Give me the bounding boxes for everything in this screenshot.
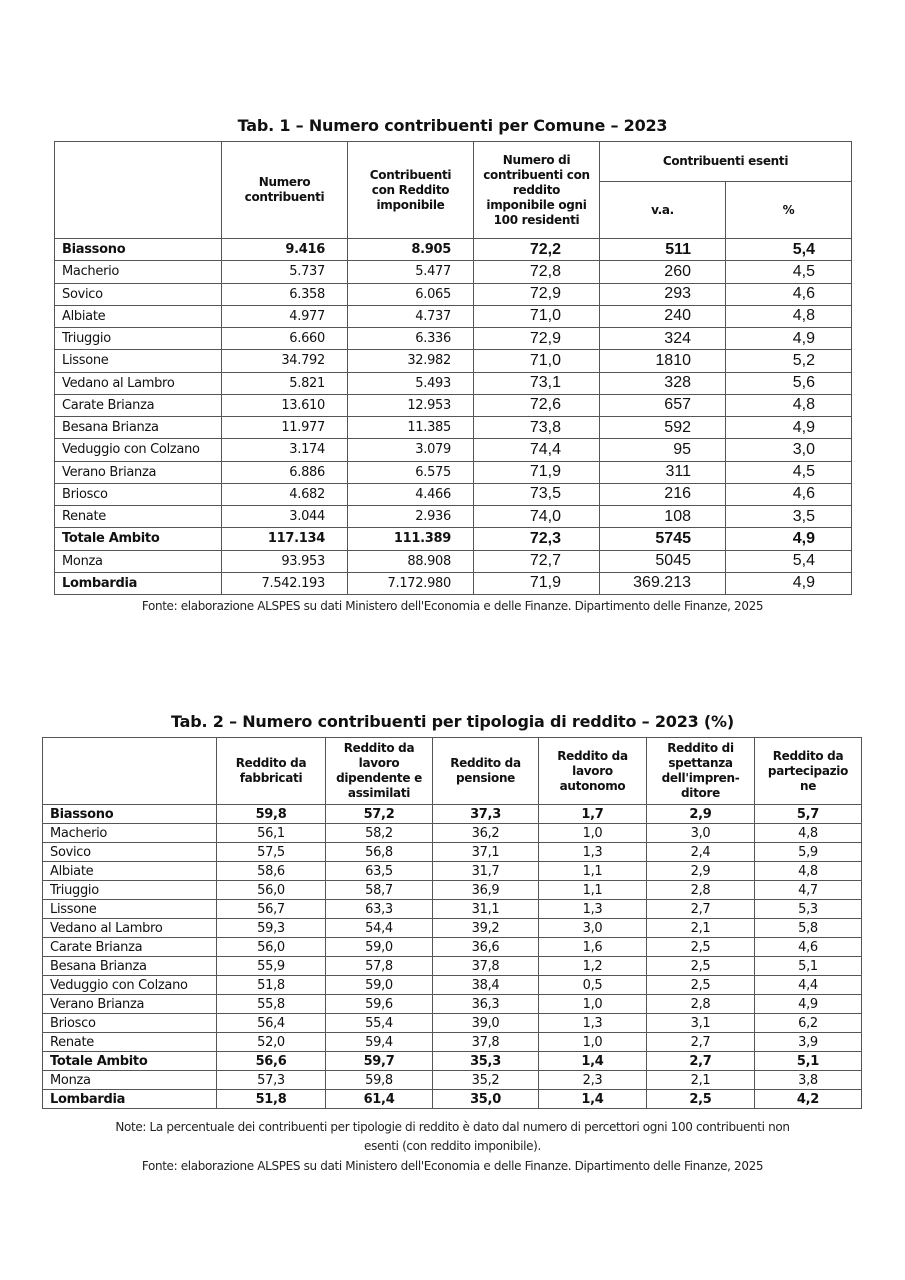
table1-cell-contribuenti-imponibile: 6.575 bbox=[348, 461, 474, 483]
table2-cell-dipendente: 63,5 bbox=[326, 862, 433, 881]
table1-cell-contribuenti-ogni-100: 72,8 bbox=[474, 261, 600, 283]
table2-cell-autonomo: 1,3 bbox=[539, 843, 647, 862]
table2-cell-dipendente: 55,4 bbox=[326, 1014, 433, 1033]
table1-cell-comune-name: Lissone bbox=[55, 350, 222, 372]
table1-cell-comune-name: Carate Brianza bbox=[55, 394, 222, 416]
table1-cell-comune-name: Briosco bbox=[55, 483, 222, 505]
table2-cell-comune-name: Totale Ambito bbox=[43, 1052, 217, 1071]
table2-cell-comune-name: Carate Brianza bbox=[43, 938, 217, 957]
table2-cell-partecipazione: 3,8 bbox=[755, 1071, 862, 1090]
table2-cell-autonomo: 1,1 bbox=[539, 881, 647, 900]
table2-cell-imprenditore: 3,0 bbox=[647, 824, 755, 843]
table1-row bbox=[55, 239, 852, 261]
table2-cell-imprenditore: 2,1 bbox=[647, 919, 755, 938]
table1-cell-contribuenti-imponibile: 12.953 bbox=[348, 394, 474, 416]
table1-cell-numero-contribuenti: 6.886 bbox=[222, 461, 348, 483]
table2-cell-dipendente: 58,7 bbox=[326, 881, 433, 900]
table2-cell-comune-name: Macherio bbox=[43, 824, 217, 843]
table1-header-imponibile: Contribuenti con Reddito imponibile bbox=[348, 142, 474, 239]
table1-cell-esenti-pct: 4,8 bbox=[726, 305, 852, 327]
table1-cell-contribuenti-ogni-100: 74,4 bbox=[474, 439, 600, 461]
table2-cell-pensione: 37,8 bbox=[433, 1033, 539, 1052]
table2-cell-fabbricati: 57,3 bbox=[217, 1071, 326, 1090]
table1-cell-numero-contribuenti: 34.792 bbox=[222, 350, 348, 372]
table2-cell-imprenditore: 2,4 bbox=[647, 843, 755, 862]
table1-cell-contribuenti-imponibile: 6.065 bbox=[348, 283, 474, 305]
table2-cell-fabbricati: 51,8 bbox=[217, 976, 326, 995]
table2-row bbox=[43, 1052, 862, 1071]
table1-cell-numero-contribuenti: 5.821 bbox=[222, 372, 348, 394]
table2-header-imprenditore: Reddito di spettanza dell'impren-ditore bbox=[647, 738, 755, 805]
table2-cell-imprenditore: 2,5 bbox=[647, 957, 755, 976]
table2-cell-comune-name: Vedano al Lambro bbox=[43, 919, 217, 938]
table2-cell-pensione: 35,3 bbox=[433, 1052, 539, 1071]
table1-cell-contribuenti-imponibile: 4.466 bbox=[348, 483, 474, 505]
table2-cell-dipendente: 57,2 bbox=[326, 805, 433, 824]
table1-cell-comune-name: Monza bbox=[55, 550, 222, 572]
table2-cell-dipendente: 54,4 bbox=[326, 919, 433, 938]
table2-cell-partecipazione: 4,8 bbox=[755, 824, 862, 843]
table1-row bbox=[55, 350, 852, 372]
table2-cell-imprenditore: 2,9 bbox=[647, 805, 755, 824]
table1-cell-numero-contribuenti: 9.416 bbox=[222, 239, 348, 261]
table2-cell-comune-name: Verano Brianza bbox=[43, 995, 217, 1014]
table1-cell-comune-name: Veduggio con Colzano bbox=[55, 439, 222, 461]
table1-cell-numero-contribuenti: 93.953 bbox=[222, 550, 348, 572]
table2-header-comune bbox=[43, 738, 217, 805]
table2-row bbox=[43, 919, 862, 938]
table1-cell-esenti-va: 216 bbox=[600, 483, 726, 505]
table2-cell-fabbricati: 58,6 bbox=[217, 862, 326, 881]
table1-cell-esenti-pct: 4,9 bbox=[726, 528, 852, 550]
table2-cell-fabbricati: 56,6 bbox=[217, 1052, 326, 1071]
table1-cell-numero-contribuenti: 117.134 bbox=[222, 528, 348, 550]
table1-row bbox=[55, 439, 852, 461]
table1-cell-numero-contribuenti: 3.174 bbox=[222, 439, 348, 461]
table1-row bbox=[55, 528, 852, 550]
table2-cell-imprenditore: 2,8 bbox=[647, 995, 755, 1014]
table2-cell-pensione: 36,6 bbox=[433, 938, 539, 957]
table1-cell-esenti-va: 240 bbox=[600, 305, 726, 327]
table2-cell-imprenditore: 2,1 bbox=[647, 1071, 755, 1090]
table2-cell-dipendente: 59,7 bbox=[326, 1052, 433, 1071]
table2-cell-partecipazione: 4,7 bbox=[755, 881, 862, 900]
table1-row bbox=[55, 550, 852, 572]
table1-cell-esenti-va: 592 bbox=[600, 417, 726, 439]
table1-cell-esenti-pct: 5,6 bbox=[726, 372, 852, 394]
table2-row bbox=[43, 1090, 862, 1109]
table1-cell-comune-name: Triuggio bbox=[55, 328, 222, 350]
table2-row bbox=[43, 1071, 862, 1090]
table1-cell-contribuenti-ogni-100: 73,8 bbox=[474, 417, 600, 439]
table2-cell-comune-name: Renate bbox=[43, 1033, 217, 1052]
table2-row bbox=[43, 881, 862, 900]
table1-cell-contribuenti-ogni-100: 71,9 bbox=[474, 461, 600, 483]
table1-cell-comune-name: Renate bbox=[55, 506, 222, 528]
table2-cell-dipendente: 59,8 bbox=[326, 1071, 433, 1090]
table2-cell-imprenditore: 2,5 bbox=[647, 1090, 755, 1109]
table2-cell-comune-name: Veduggio con Colzano bbox=[43, 976, 217, 995]
table1-cell-contribuenti-imponibile: 3.079 bbox=[348, 439, 474, 461]
table2-cell-pensione: 35,2 bbox=[433, 1071, 539, 1090]
table2-cell-comune-name: Triuggio bbox=[43, 881, 217, 900]
table1-cell-contribuenti-imponibile: 6.336 bbox=[348, 328, 474, 350]
table1-cell-contribuenti-imponibile: 88.908 bbox=[348, 550, 474, 572]
table1-cell-contribuenti-ogni-100: 73,1 bbox=[474, 372, 600, 394]
table2-row bbox=[43, 843, 862, 862]
table2-cell-dipendente: 58,2 bbox=[326, 824, 433, 843]
table2-cell-fabbricati: 56,0 bbox=[217, 938, 326, 957]
table2-cell-autonomo: 1,0 bbox=[539, 995, 647, 1014]
table2-cell-dipendente: 61,4 bbox=[326, 1090, 433, 1109]
table2-cell-autonomo: 1,1 bbox=[539, 862, 647, 881]
table1-title: Tab. 1 – Numero contribuenti per Comune – 2023 bbox=[237, 116, 668, 135]
table1-header-numero: Numero contribuenti bbox=[222, 142, 348, 239]
table2-cell-comune-name: Monza bbox=[43, 1071, 217, 1090]
table1-cell-esenti-pct: 3,0 bbox=[726, 439, 852, 461]
table1-header-comune bbox=[55, 142, 222, 239]
table1-cell-contribuenti-imponibile: 111.389 bbox=[348, 528, 474, 550]
table1-cell-numero-contribuenti: 4.977 bbox=[222, 305, 348, 327]
table2-cell-fabbricati: 57,5 bbox=[217, 843, 326, 862]
table1-cell-esenti-va: 324 bbox=[600, 328, 726, 350]
table2-row bbox=[43, 976, 862, 995]
table2-row bbox=[43, 938, 862, 957]
table2-cell-imprenditore: 2,5 bbox=[647, 976, 755, 995]
table2-header-dipendente: Reddito da lavoro dipendente e assimilati bbox=[326, 738, 433, 805]
table1-cell-esenti-pct: 4,9 bbox=[726, 328, 852, 350]
table1-cell-contribuenti-ogni-100: 72,9 bbox=[474, 283, 600, 305]
table1-cell-numero-contribuenti: 4.682 bbox=[222, 483, 348, 505]
table1-cell-esenti-va: 369.213 bbox=[600, 572, 726, 594]
table1-cell-esenti-va: 95 bbox=[600, 439, 726, 461]
table2-cell-partecipazione: 5,8 bbox=[755, 919, 862, 938]
table1-cell-contribuenti-imponibile: 7.172.980 bbox=[348, 572, 474, 594]
table2-cell-pensione: 39,0 bbox=[433, 1014, 539, 1033]
table2-cell-fabbricati: 56,7 bbox=[217, 900, 326, 919]
table1-row bbox=[55, 283, 852, 305]
table2-row bbox=[43, 1014, 862, 1033]
table1-cell-esenti-pct: 5,4 bbox=[726, 239, 852, 261]
table2-row bbox=[43, 862, 862, 881]
table1-cell-esenti-va: 511 bbox=[600, 239, 726, 261]
table2-title: Tab. 2 – Numero contribuenti per tipologia di reddito – 2023 (%) bbox=[171, 712, 734, 731]
table2-cell-comune-name: Biassono bbox=[43, 805, 217, 824]
table2-cell-dipendente: 59,0 bbox=[326, 938, 433, 957]
table2-cell-partecipazione: 5,7 bbox=[755, 805, 862, 824]
table1-cell-comune-name: Albiate bbox=[55, 305, 222, 327]
table2-header-fabbricati: Reddito da fabbricati bbox=[217, 738, 326, 805]
table1-row bbox=[55, 372, 852, 394]
table1-header-esenti: Contribuenti esenti bbox=[600, 142, 852, 182]
table1-cell-numero-contribuenti: 6.660 bbox=[222, 328, 348, 350]
table1-row bbox=[55, 328, 852, 350]
table1-cell-esenti-va: 108 bbox=[600, 506, 726, 528]
table2-cell-dipendente: 59,4 bbox=[326, 1033, 433, 1052]
table2-cell-dipendente: 63,3 bbox=[326, 900, 433, 919]
table1-cell-contribuenti-ogni-100: 73,5 bbox=[474, 483, 600, 505]
table1-cell-comune-name: Sovico bbox=[55, 283, 222, 305]
table2-cell-fabbricati: 55,9 bbox=[217, 957, 326, 976]
table1-row bbox=[55, 572, 852, 594]
table2-cell-partecipazione: 5,1 bbox=[755, 957, 862, 976]
table2-cell-dipendente: 57,8 bbox=[326, 957, 433, 976]
table1-cell-comune-name: Lombardia bbox=[55, 572, 222, 594]
table1-cell-comune-name: Verano Brianza bbox=[55, 461, 222, 483]
table1-cell-comune-name: Vedano al Lambro bbox=[55, 372, 222, 394]
table2-cell-fabbricati: 51,8 bbox=[217, 1090, 326, 1109]
table1-cell-numero-contribuenti: 7.542.193 bbox=[222, 572, 348, 594]
table1-cell-esenti-va: 293 bbox=[600, 283, 726, 305]
table2-cell-imprenditore: 2,7 bbox=[647, 1052, 755, 1071]
table1-cell-contribuenti-ogni-100: 72,7 bbox=[474, 550, 600, 572]
table1-row bbox=[55, 261, 852, 283]
table1-cell-esenti-va: 5745 bbox=[600, 528, 726, 550]
table1-source: Fonte: elaborazione ALSPES su dati Ministero dell'Economia e delle Finanze. Dipartimento delle Finanze, 2025 bbox=[141, 599, 764, 613]
table1-cell-esenti-pct: 4,5 bbox=[726, 461, 852, 483]
table2-cell-partecipazione: 4,6 bbox=[755, 938, 862, 957]
table2-cell-dipendente: 59,0 bbox=[326, 976, 433, 995]
table2-cell-partecipazione: 5,9 bbox=[755, 843, 862, 862]
table2-cell-comune-name: Besana Brianza bbox=[43, 957, 217, 976]
table1-cell-esenti-pct: 4,9 bbox=[726, 417, 852, 439]
table2-cell-comune-name: Albiate bbox=[43, 862, 217, 881]
table1-cell-esenti-va: 328 bbox=[600, 372, 726, 394]
table2-cell-partecipazione: 4,4 bbox=[755, 976, 862, 995]
table1-cell-esenti-pct: 4,9 bbox=[726, 572, 852, 594]
table1-cell-comune-name: Totale Ambito bbox=[55, 528, 222, 550]
table1 bbox=[54, 141, 852, 595]
table2-cell-pensione: 31,7 bbox=[433, 862, 539, 881]
table2-cell-pensione: 37,3 bbox=[433, 805, 539, 824]
table2-cell-autonomo: 0,5 bbox=[539, 976, 647, 995]
table2-cell-fabbricati: 56,0 bbox=[217, 881, 326, 900]
table2-row bbox=[43, 995, 862, 1014]
table2-cell-pensione: 38,4 bbox=[433, 976, 539, 995]
table1-cell-contribuenti-imponibile: 32.982 bbox=[348, 350, 474, 372]
table1-row bbox=[55, 483, 852, 505]
table1-cell-contribuenti-imponibile: 11.385 bbox=[348, 417, 474, 439]
table2-header-partecipazione: Reddito da partecipazio ne bbox=[755, 738, 862, 805]
table1-header-esenti-va: v.a. bbox=[600, 182, 726, 239]
table1-cell-contribuenti-ogni-100: 71,9 bbox=[474, 572, 600, 594]
table2-cell-pensione: 36,2 bbox=[433, 824, 539, 843]
table1-cell-contribuenti-ogni-100: 71,0 bbox=[474, 350, 600, 372]
table1-cell-numero-contribuenti: 6.358 bbox=[222, 283, 348, 305]
table2-cell-comune-name: Sovico bbox=[43, 843, 217, 862]
table1-cell-comune-name: Macherio bbox=[55, 261, 222, 283]
table1-cell-esenti-va: 1810 bbox=[600, 350, 726, 372]
table2-cell-autonomo: 1,4 bbox=[539, 1052, 647, 1071]
table2-row bbox=[43, 957, 862, 976]
table2-cell-partecipazione: 5,3 bbox=[755, 900, 862, 919]
table2-note-line1: Note: La percentuale dei contribuenti per tipologie di reddito è dato dal numero di percettori ogni 100 contribuenti non bbox=[115, 1120, 790, 1134]
table2-cell-pensione: 39,2 bbox=[433, 919, 539, 938]
table1-cell-esenti-pct: 5,2 bbox=[726, 350, 852, 372]
table2-cell-autonomo: 1,3 bbox=[539, 900, 647, 919]
table1-cell-esenti-pct: 3,5 bbox=[726, 506, 852, 528]
table2-cell-autonomo: 1,4 bbox=[539, 1090, 647, 1109]
table2-cell-imprenditore: 2,8 bbox=[647, 881, 755, 900]
table1-row bbox=[55, 461, 852, 483]
table2-cell-autonomo: 1,2 bbox=[539, 957, 647, 976]
table1-cell-esenti-pct: 4,6 bbox=[726, 483, 852, 505]
table1-cell-contribuenti-ogni-100: 74,0 bbox=[474, 506, 600, 528]
table1-cell-esenti-pct: 4,8 bbox=[726, 394, 852, 416]
table2-cell-fabbricati: 52,0 bbox=[217, 1033, 326, 1052]
table1-cell-contribuenti-imponibile: 4.737 bbox=[348, 305, 474, 327]
table2-cell-autonomo: 1,0 bbox=[539, 1033, 647, 1052]
table2-cell-fabbricati: 55,8 bbox=[217, 995, 326, 1014]
table1-cell-contribuenti-ogni-100: 72,6 bbox=[474, 394, 600, 416]
table2-cell-fabbricati: 59,8 bbox=[217, 805, 326, 824]
table2-row bbox=[43, 1033, 862, 1052]
table2-cell-autonomo: 1,6 bbox=[539, 938, 647, 957]
table1-cell-comune-name: Biassono bbox=[55, 239, 222, 261]
table2-cell-autonomo: 2,3 bbox=[539, 1071, 647, 1090]
table1-row bbox=[55, 305, 852, 327]
table1-cell-contribuenti-ogni-100: 72,3 bbox=[474, 528, 600, 550]
table1-cell-contribuenti-ogni-100: 72,2 bbox=[474, 239, 600, 261]
table2-note-line2: esenti (con reddito imponibile). bbox=[364, 1139, 541, 1153]
table2-cell-fabbricati: 56,4 bbox=[217, 1014, 326, 1033]
table2-cell-imprenditore: 2,9 bbox=[647, 862, 755, 881]
table1-cell-contribuenti-imponibile: 2.936 bbox=[348, 506, 474, 528]
table2-cell-fabbricati: 59,3 bbox=[217, 919, 326, 938]
table2-cell-autonomo: 1,3 bbox=[539, 1014, 647, 1033]
table1-cell-numero-contribuenti: 11.977 bbox=[222, 417, 348, 439]
table2 bbox=[42, 737, 862, 1109]
table1-row bbox=[55, 417, 852, 439]
table1-cell-contribuenti-imponibile: 5.493 bbox=[348, 372, 474, 394]
table2-cell-autonomo: 1,0 bbox=[539, 824, 647, 843]
table2-cell-autonomo: 1,7 bbox=[539, 805, 647, 824]
table1-cell-numero-contribuenti: 3.044 bbox=[222, 506, 348, 528]
table2-cell-partecipazione: 4,8 bbox=[755, 862, 862, 881]
table1-cell-esenti-pct: 4,6 bbox=[726, 283, 852, 305]
table2-cell-pensione: 36,3 bbox=[433, 995, 539, 1014]
table2-cell-fabbricati: 56,1 bbox=[217, 824, 326, 843]
table1-cell-contribuenti-imponibile: 8.905 bbox=[348, 239, 474, 261]
table1-cell-esenti-va: 5045 bbox=[600, 550, 726, 572]
table2-cell-comune-name: Lissone bbox=[43, 900, 217, 919]
table1-cell-numero-contribuenti: 13.610 bbox=[222, 394, 348, 416]
table1-row bbox=[55, 506, 852, 528]
table2-source: Fonte: elaborazione ALSPES su dati Ministero dell'Economia e delle Finanze. Dipartimento delle Finanze, 2025 bbox=[141, 1159, 764, 1173]
table2-row bbox=[43, 805, 862, 824]
table1-cell-comune-name: Besana Brianza bbox=[55, 417, 222, 439]
table2-cell-pensione: 36,9 bbox=[433, 881, 539, 900]
table2-cell-comune-name: Lombardia bbox=[43, 1090, 217, 1109]
table2-header-autonomo: Reddito da lavoro autonomo bbox=[539, 738, 647, 805]
table1-cell-esenti-va: 260 bbox=[600, 261, 726, 283]
table2-cell-imprenditore: 2,7 bbox=[647, 1033, 755, 1052]
table2-cell-partecipazione: 3,9 bbox=[755, 1033, 862, 1052]
table1-cell-esenti-pct: 5,4 bbox=[726, 550, 852, 572]
table2-cell-pensione: 37,8 bbox=[433, 957, 539, 976]
table2-cell-imprenditore: 3,1 bbox=[647, 1014, 755, 1033]
table2-header-pensione: Reddito da pensione bbox=[433, 738, 539, 805]
table2-cell-pensione: 31,1 bbox=[433, 900, 539, 919]
table2-cell-imprenditore: 2,5 bbox=[647, 938, 755, 957]
table2-cell-dipendente: 59,6 bbox=[326, 995, 433, 1014]
table2-row bbox=[43, 900, 862, 919]
table1-cell-esenti-va: 657 bbox=[600, 394, 726, 416]
table1-cell-esenti-pct: 4,5 bbox=[726, 261, 852, 283]
table2-cell-imprenditore: 2,7 bbox=[647, 900, 755, 919]
table2-cell-partecipazione: 6,2 bbox=[755, 1014, 862, 1033]
table1-cell-contribuenti-ogni-100: 72,9 bbox=[474, 328, 600, 350]
table2-cell-pensione: 35,0 bbox=[433, 1090, 539, 1109]
table1-cell-contribuenti-imponibile: 5.477 bbox=[348, 261, 474, 283]
table2-cell-autonomo: 3,0 bbox=[539, 919, 647, 938]
table1-header-ogni100: Numero di contribuenti con reddito imponibile ogni 100 residenti bbox=[474, 142, 600, 239]
table1-cell-contribuenti-ogni-100: 71,0 bbox=[474, 305, 600, 327]
table2-cell-partecipazione: 4,9 bbox=[755, 995, 862, 1014]
table1-cell-numero-contribuenti: 5.737 bbox=[222, 261, 348, 283]
table2-cell-pensione: 37,1 bbox=[433, 843, 539, 862]
table2-row bbox=[43, 824, 862, 843]
table1-row bbox=[55, 394, 852, 416]
table1-cell-esenti-va: 311 bbox=[600, 461, 726, 483]
table1-header-esenti-pct: % bbox=[726, 182, 852, 239]
table2-cell-partecipazione: 5,1 bbox=[755, 1052, 862, 1071]
table2-cell-comune-name: Briosco bbox=[43, 1014, 217, 1033]
table2-cell-dipendente: 56,8 bbox=[326, 843, 433, 862]
table2-cell-partecipazione: 4,2 bbox=[755, 1090, 862, 1109]
